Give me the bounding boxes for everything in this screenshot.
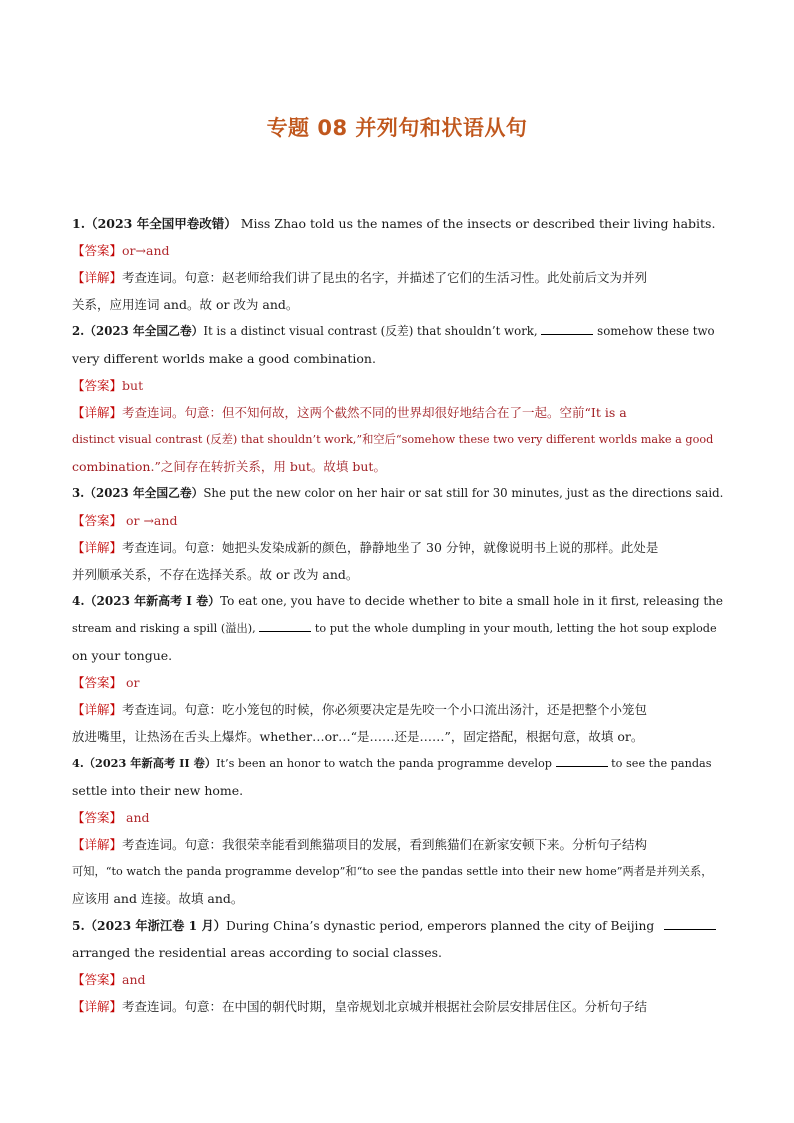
detail-text: 并列顺承关系，不存在选择关系。故 or 改为 and。 — [72, 567, 359, 582]
question-number: 4. — [72, 594, 85, 608]
question-source: （2023 年新高考 II 卷） — [83, 756, 217, 770]
question-source: （2023 年全国乙卷） — [84, 324, 204, 338]
answer-label: 【答案】 — [72, 243, 123, 258]
detail-text: 可知，“to watch the panda programme develop”和“to see the pandas settle into their new home”两者是并列关系， — [72, 865, 713, 878]
exercise-item-5 — [72, 912, 724, 1020]
detail-text: 考查连词。句意：但不知何故，这两个截然不同的世界却很好地结合在了一起。空前“It is a — [122, 405, 627, 420]
detail-label: 【详解】 — [72, 405, 123, 420]
answer-text: or — [122, 675, 140, 690]
detail-label: 【详解】 — [72, 270, 123, 285]
question-text: She put the new color on her hair or sat still for 30 minutes, just as the directions said. — [203, 486, 724, 500]
exercise-list — [72, 210, 724, 1020]
detail-text: 考查连词。句意：她把头发染成新的颜色，静静地坐了 30 分钟，就像说明书上说的那样。此处是 — [122, 540, 659, 555]
question-number: 4. — [72, 756, 84, 770]
question-text: During China’s dynastic period, emperors planned the city of Beijing — [225, 919, 655, 933]
detail-text: 考查连词。句意：赵老师给我们讲了昆虫的名字，并描述了它们的生活习性。此处前后文为并列 — [122, 270, 648, 285]
answer-blank — [259, 619, 311, 632]
question-text: It’s been an honor to watch the panda programme develop — [216, 757, 552, 770]
detail-text: 考查连词。句意：在中国的朝代时期，皇帝规划北京城并根据社会阶层安排居住区。分析句子结 — [122, 999, 648, 1014]
question-text: somehow these two — [597, 324, 715, 338]
question-source: （2023 年全国甲卷改错） — [85, 216, 237, 231]
detail-text: 应该用 and 连接。故填 and。 — [72, 891, 244, 906]
answer-blank — [664, 917, 716, 930]
question-text: stream and risking a spill (溢出), — [72, 622, 256, 635]
answer-label: 【答案】 — [72, 810, 123, 825]
detail-text: 放进嘴里，让热汤在舌头上爆炸。whether…or…“是……还是……”，固定搭配，根据句意，故填 or。 — [72, 729, 644, 744]
detail-label: 【详解】 — [72, 999, 123, 1014]
detail-label: 【详解】 — [72, 837, 123, 852]
question-text: on your tongue. — [72, 648, 173, 663]
question-text: arranged the residential areas according to social classes. — [72, 945, 443, 960]
question-text: settle into their new home. — [72, 783, 244, 798]
answer-label: 【答案】 — [72, 513, 123, 528]
answer-text: and — [122, 810, 150, 825]
question-text: To eat one, you have to decide whether to bite a small hole in it first, releasing the — [220, 594, 723, 608]
question-text: very different worlds make a good combination. — [72, 351, 376, 366]
detail-text: 考查连词。句意：我很荣幸能看到熊猫项目的发展，看到熊猫们在新家安顿下来。分析句子结构 — [122, 837, 648, 852]
answer-label: 【答案】 — [72, 675, 123, 690]
exercise-item-4a — [72, 588, 724, 750]
exercise-item-2 — [72, 318, 724, 480]
detail-text: 考查连词。句意：吃小笼包的时候，你必须要决定是先咬一个小口流出汤汁，还是把整个小笼包 — [122, 702, 648, 717]
detail-text: 关系，应用连词 and。故 or 改为 and。 — [72, 297, 299, 312]
answer-text: but — [122, 378, 144, 393]
detail-label: 【详解】 — [72, 540, 123, 555]
page-title: 专题 08 并列句和状语从句 — [266, 116, 528, 140]
question-number: 5. — [72, 918, 85, 933]
question-number: 2. — [72, 324, 85, 338]
answer-text: or→and — [122, 243, 170, 258]
answer-text: and — [122, 972, 146, 987]
question-number: 1. — [72, 216, 86, 231]
question-text: to see the pandas — [611, 757, 712, 770]
answer-label: 【答案】 — [72, 378, 123, 393]
answer-label: 【答案】 — [72, 972, 123, 987]
question-source: （2023 年新高考 I 卷） — [84, 594, 221, 608]
exercise-item-4b — [72, 750, 724, 912]
exercise-item-3 — [72, 480, 724, 588]
question-source: （2023 年全国乙卷） — [84, 486, 204, 500]
answer-blank — [541, 322, 593, 335]
question-text: It is a distinct visual contrast (反差) that shouldn’t work, — [203, 324, 538, 338]
detail-text: combination.”之间存在转折关系，用 but。故填 but。 — [72, 459, 386, 474]
question-text: Miss Zhao told us the names of the insects or described their living habits. — [240, 216, 716, 231]
exercise-item-1 — [72, 210, 724, 318]
question-number: 3. — [72, 486, 85, 500]
answer-text: or →and — [122, 513, 178, 528]
answer-blank — [556, 754, 608, 767]
detail-text: distinct visual contrast (反差) that shouldn’t work,”和空后“somehow these two very different worlds make a good — [72, 433, 714, 446]
question-source: （2023 年浙江卷 1 月） — [84, 918, 226, 933]
detail-label: 【详解】 — [72, 702, 123, 717]
question-text: to put the whole dumpling in your mouth, letting the hot soup explode — [314, 622, 717, 635]
